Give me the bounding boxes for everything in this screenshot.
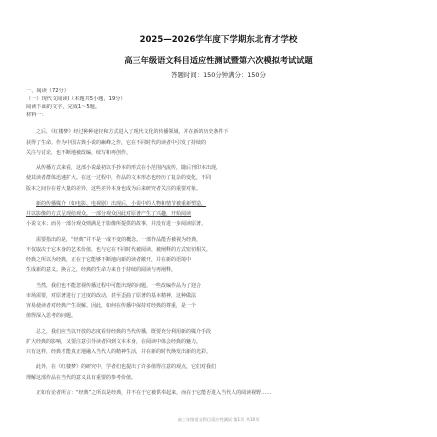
passage-line: 版本之间存在着大量的差异，这些差异本身也成为后来研究者关注的重要对象。 (26, 185, 202, 192)
page-footer: 高三年级语文科目适应性测试 第1页 共10页 (177, 417, 260, 422)
paragraph-3 (26, 199, 411, 230)
passage-line: 使其读者群体迅速扩大。在这一过程中，作品的文本形态也经历了复杂的变化，不同 (26, 175, 212, 182)
material-label: 材料一： (26, 111, 47, 118)
passage-line: 正如有论者所言：“经典”之所以是经典，并不在于它被供奉起来，而在于它能否进入当代人的阅读视野…… (36, 389, 272, 396)
paragraph-2 (26, 163, 411, 194)
passage-line: 此外，在《红楼梦》的研究中，学者们也提出了许多值得注意的观点，它们对我们 (36, 364, 217, 371)
section-sub: （一）现代文阅读Ⅰ（本题共5小题，19分） (26, 95, 126, 102)
paragraph-1 (26, 127, 411, 158)
paragraph-4 (26, 235, 411, 276)
paragraph-6 (26, 327, 411, 358)
section-header (26, 88, 411, 119)
passage-line: 不仅取决于它本身的艺术价值，也与它在不同时代被阅读、被阐释的方式密切相关。 (26, 246, 212, 253)
passage-line: 之后，《红楼梦》经过种种途径和方式进入了现代文化的传播领域，并在新的历史条件下 (36, 129, 229, 136)
passage (26, 127, 411, 398)
passage-line: 值得深入思考的问题。 (26, 313, 77, 320)
passage-line: 经典之所以为经典，正在于它能够不断地向新的读者敞开，并在新的语境中 (26, 257, 192, 264)
passage-line: 关注与讨论，也不断地被改编、续写和再创作。 (26, 149, 132, 156)
passage-line-underlined: 并以影像的方式呈现给观众。一部分观众因此对原著产生了兴趣，开始阅读 (26, 211, 192, 218)
paragraph-8 (26, 388, 411, 398)
passage-line: 需要指出的是，“经典”并不是一成不变的概念。一部作品能否被视为经典， (36, 236, 202, 243)
passage-line: 生成新的意义。换言之，经典的生命力来自于持续的阅读与再阐释。 (26, 267, 177, 274)
paragraph-5 (26, 281, 411, 322)
passage-line: 获得了生命。作为中国古典小说的巅峰之作，它在不同时代的读者中引发了持续的 (26, 139, 207, 146)
school-line: 2025—2026学年度下学期东北育才学校 (139, 35, 298, 45)
passage-line: 小说文本；而另一部分观众则满足于影像所提供的故事，并没有进一步阅读原著。 (26, 221, 207, 228)
passage-line: 只有这样，经典才能真正地融入当代人的精神生活，并在新的时代焕发出新的光彩。 (26, 349, 212, 356)
passage-line: 当然，我们也不能忽视传播过程中可能出现的问题。一些改编作品为了迎合 (36, 282, 202, 289)
passage-line-underlined: 新的传播媒介（如电影、电视剧）出现后，小说中的人物和情节被重新塑造， (36, 200, 207, 207)
section-title: 一、阅读（72分） (26, 88, 69, 95)
exam-title: 高三年级语文科目适应性测试暨第六次模拟考试试题 (124, 54, 313, 65)
passage-line: 理解这部作品在当代的意义具有重要的参考价值。 (26, 374, 137, 381)
passage-line: 扩大经典的影响，又要注意引导读者回到文本本身，在阅读中体会经典的魅力。 (26, 338, 202, 345)
exam-info: 答题时间：150分钟满分：150分 (171, 70, 266, 79)
section-instruction: 阅读下面的文字，完成1～5题。 (26, 103, 101, 110)
passage-line: 市场需要，对原著进行了过度的改动，甚至歪曲了原著的基本精神，这种做法 (26, 292, 197, 299)
passage-line: 总之，我们应当以开放的态度看待经典的当代传播，既要充分利用新的媒介手段 (36, 328, 212, 335)
passage-line: 容易使读者对经典产生误解。因此，如何在传播中保持对经典的尊重，是一个 (26, 303, 197, 310)
paragraph-7 (26, 362, 411, 383)
passage-line: 从传播方式来看，这部小说最初以手抄本的形式在小范围内流传，随后刊印本出现， (36, 165, 222, 172)
